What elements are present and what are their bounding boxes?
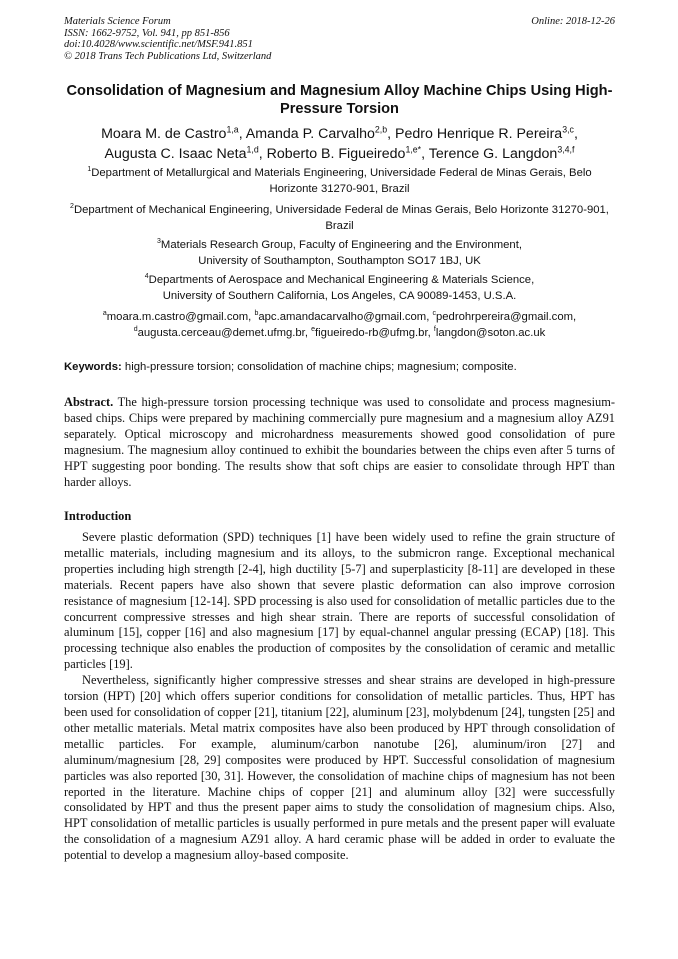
affiliation-sup: 3 [157, 238, 161, 246]
affiliation-1 [64, 166, 615, 197]
affiliation-sup: 2 [70, 203, 74, 211]
affiliation-sup: 1 [87, 166, 92, 174]
section-heading: Introduction [64, 509, 132, 523]
abstract [64, 395, 615, 490]
affiliation-2 [64, 203, 615, 234]
affiliation-text: Department of Mechanical Engineering, Universidade Federal de Minas Gerais, Belo Horizonte 31270-901, Brazil [73, 204, 609, 232]
keywords-label: Keywords: [64, 361, 122, 373]
affiliation-3 [64, 238, 615, 269]
body-paragraph: Severe plastic deformation (SPD) techniques [1] have been widely used to refine the grain structure of metallic materials, including magnesium and its alloys, to the submicron range. Exceptional mechanical properties including high strength [2-4], high ductility [5-7] and superplasticity [8-11] are developed in these materials. Recent papers have also shown that severe plastic deformation can also improve corrosion resistance of magnesium [12-14]. SPD processing is also used for consolidation of metallic particles due to the concurrent compressive stresses and high shear strain. There are reports of successful consolidation of aluminum [15], copper [16] and also magnesium [17] by equal-channel angular pressing (ECAP) [18]. This processing technique also enables the production of composites by the consolidation of ceramic and metallic particles [19]. [64, 530, 615, 672]
affiliation-line: Materials Research Group, Faculty of Engineering and the Environment, [160, 239, 522, 251]
keywords-text: high-pressure torsion; consolidation of machine chips; magnesium; composite. [124, 361, 517, 373]
author-name: Terence G. Langdon [428, 146, 558, 162]
keywords [64, 360, 615, 375]
author-sup: 3,4,f [557, 144, 575, 155]
author-name: Pedro Henrique R. Pereira [395, 126, 563, 142]
email-address: pedrohrpereira@gmail.com [435, 311, 574, 323]
journal-name: Materials Science Forum [64, 16, 171, 27]
journal-header [64, 16, 271, 62]
body-paragraph: Nevertheless, significantly higher compressive stresses and shear strains are developed in high-pressure torsion (HPT) [20] which offers superior conditions for consolidation of metallic particles. Thus, HPT has been used for consolidation of copper [21], titanium [22], aluminum [23], molybdenum [24], tungsten [25] and other metallic materials. Metal matrix composites have also been produced by HPT through consolidation of metallic particles. For example, aluminum/carbon nanotube [26], aluminum/iron [27] and aluminum/magnesium [28, 29] composites were produced by HPT. Successful consolidation of magnesium particles was also reported [30, 31]. However, the consolidation of machine chips of magnesium has not been reported in the literature. Machine chips of copper [21] and aluminum alloy [32] were successfully consolidated by HPT and thus the present paper aims to study the consolidation of magnesium chips. Also, HPT consolidation of metallic particles is usually performed in pure metals and the present paper will evaluate the consolidation of a magnesium AZ91 alloy. A hard ceramic phase will be added in order to evaluate the potential to develop a magnesium alloy-based composite. [64, 673, 615, 863]
paper-title: Consolidation of Magnesium and Magnesium Alloy Machine Chips Using High-Pressure Torsion [66, 83, 613, 117]
author-sup: 3,c [562, 124, 574, 135]
author-name: Moara M. de Castro [101, 126, 227, 142]
affiliation-line: University of Southampton, Southampton SO17 1BJ, UK [198, 254, 481, 267]
email-sup: b [254, 310, 259, 318]
email-address: augusta.cerceau@demet.ufmg.br [137, 326, 305, 339]
email-address: figueiredo-rb@ufmg.br [315, 326, 428, 339]
affiliation-line: University of Southern California, Los Angeles, CA 90089-1453, U.S.A. [162, 289, 517, 302]
author-sup: 1,a [226, 124, 239, 135]
affiliation-text: Department of Metallurgical and Materials Engineering, Universidade Federal de Minas Gerais, Belo Horizonte 31270-901, Brazil [91, 167, 592, 195]
email-sup: c [432, 310, 436, 318]
author-sup: 1,d [246, 144, 259, 155]
email-sup: e [311, 325, 316, 333]
author-sup: 1,e* [405, 144, 422, 155]
abstract-label: Abstract. [64, 395, 114, 409]
email-address: moara.m.castro@gmail.com [106, 311, 249, 323]
email-address: apc.amandacarvalho@gmail.com [258, 311, 427, 323]
doi: doi:10.4028/www.scientific.net/MSF.941.851 [64, 39, 253, 51]
author-emails: $^a$moara.m.castro@gmail.com, $^b$apc.amandacarvalho@gmail.com, $^c$pedrohrpereira@gmail.com, $^d$augusta.cerceau@demet.ufmg.br, $^e$figueiredo-rb@ufmg.br, $^f$langdon@soton.ac.uk [102, 310, 577, 339]
online-date: Online: 2018-12-26 [531, 16, 615, 27]
email-address: langdon@soton.ac.uk [435, 326, 546, 339]
affiliation-line: Departments of Aerospace and Mechanical Engineering & Materials Science, [148, 274, 535, 286]
email-sup: a [102, 310, 107, 318]
abstract-text: The high-pressure torsion processing technique was used to consolidate and process magnesium-based chips. Chips were prepared by machining commercially pure magnesium and a magnesium alloy AZ91 separately. Optical microscopy and microhardness measurements showed good consolidation of pure magnesium. The magnesium alloy continued to exhibit the boundaries between the chips even after 5 turns of HPT suggesting poor bonding. The results show that soft chips are easier to consolidate through HPT than harder alloys. [64, 395, 615, 489]
author-name: Amanda P. Carvalho [245, 126, 375, 142]
author-list: Moara M. de Castro$^{1,a}$, Amanda P. Carvalho$^{2,b}$, Pedro Henrique R. Pereira$^{3,c}$, Augusta C. Isaac Neta$^{1,d}$, Roberto B. Figueiredo$^{1,e*}$, Terence G. Langdon$^{3,4,f}$ [101, 124, 578, 162]
email-sup: f [433, 325, 436, 333]
copyright: © 2018 Trans Tech Publications Ltd, Switzerland [64, 50, 272, 62]
author-name: Roberto B. Figueiredo [266, 146, 406, 162]
issn: ISSN: 1662-9752, Vol. 941, pp 851-856 [64, 27, 230, 39]
author-sup: 2,b [374, 124, 388, 135]
author-name: Augusta C. Isaac Neta [104, 146, 247, 162]
affiliation-4 [64, 273, 615, 304]
affiliation-sup: 4 [144, 273, 149, 281]
email-sup: d [133, 325, 138, 333]
introduction-body [64, 530, 615, 864]
